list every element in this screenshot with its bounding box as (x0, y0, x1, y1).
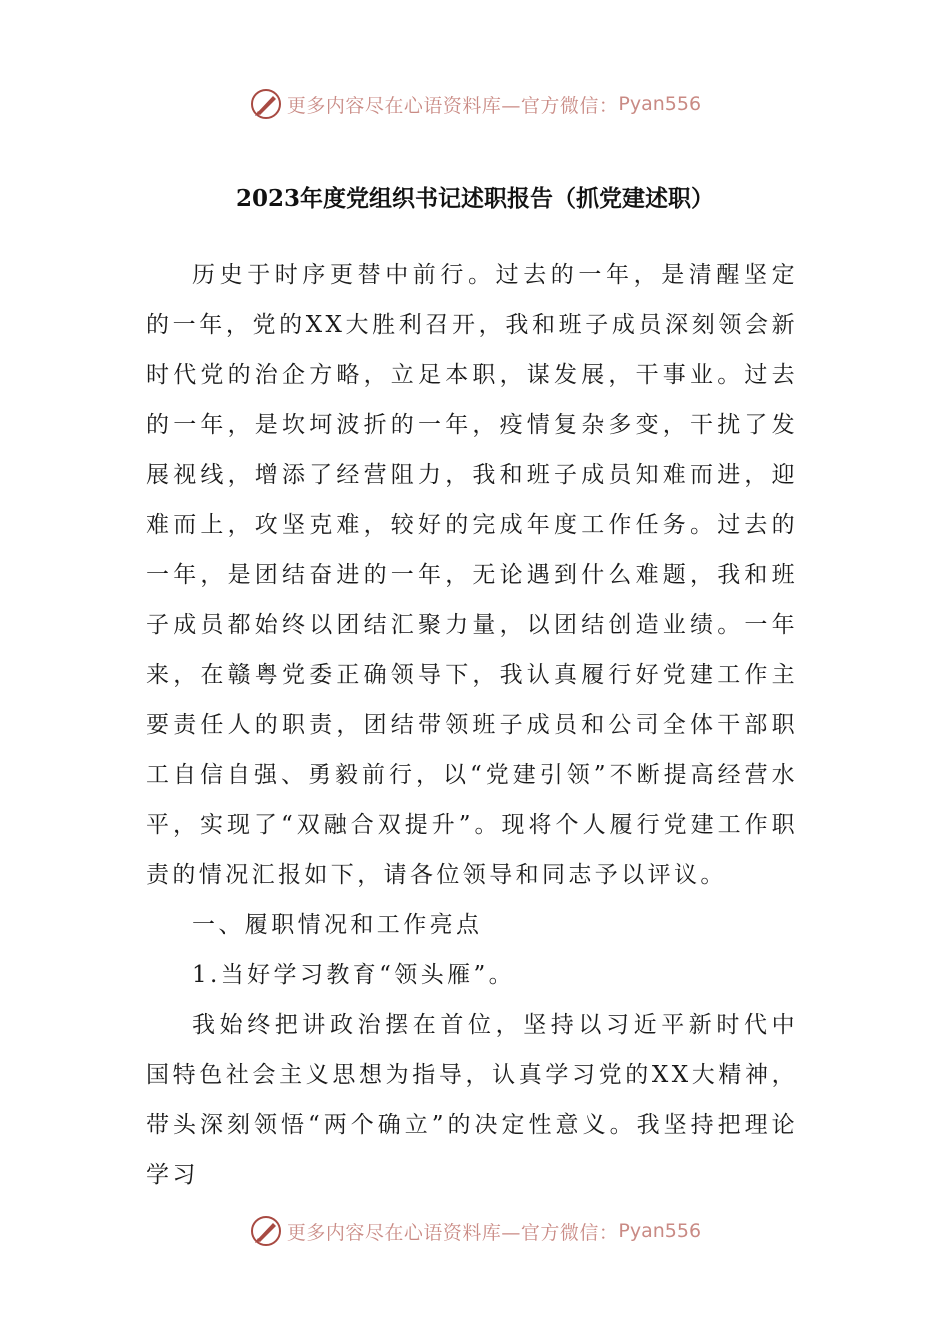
pen-circle-icon (249, 1214, 283, 1248)
watermark-text: 更多内容尽在心语资料库—官方微信： (286, 1221, 619, 1244)
section-heading: 一、履职情况和工作亮点 (192, 912, 483, 938)
watermark-header (0, 84, 950, 124)
watermark-wechat-id: Pyan556 (618, 1220, 702, 1242)
document-title: 2023年度党组织书记述职报告（抓党建述职） (235, 185, 714, 212)
watermark-footer (0, 1211, 950, 1251)
paragraph-intro: 历史于时序更替中前行。过去的一年，是清醒坚定的一年，党的XX大胜利召开，我和班子成员深刻领会新时代党的治企方略，立足本职，谋发展，干事业。过去的一年，是坎坷波折的一年，疫情复杂多变，干扰了发展视线，增添了经营阻力，我和班子成员知难而进，迎难而上，攻坚克难，较好的完成年度工作任务。过去的一年，是团结奋进的一年，无论遇到什么难题，我和班子成员都始终以团结汇聚力量，以团结创造业绩。一年来，在赣粤党委正确领导下，我认真履行好党建工作主要责任人的职责，团结带领班子成员和公司全体干部职工自信自强、勇毅前行，以“党建引领”不断提高经营水平，实现了“双融合双提升”。现将个人履行党建工作职责的情况汇报如下，请各位领导和同志予以评议。 (146, 262, 798, 888)
watermark-wechat-id: Pyan556 (618, 93, 702, 115)
paragraph-study: 我始终把讲政治摆在首位，坚持以习近平新时代中国特色社会主义思想为指导，认真学习党的XX大精神，带头深刻领悟“两个确立”的决定性意义。我坚持把理论学习 (146, 1012, 798, 1188)
subsection-heading: 1.当好学习教育“领头雁”。 (192, 962, 516, 988)
document-body (146, 250, 798, 1200)
watermark-text: 更多内容尽在心语资料库—官方微信： (286, 94, 619, 117)
pen-circle-icon (249, 87, 283, 121)
